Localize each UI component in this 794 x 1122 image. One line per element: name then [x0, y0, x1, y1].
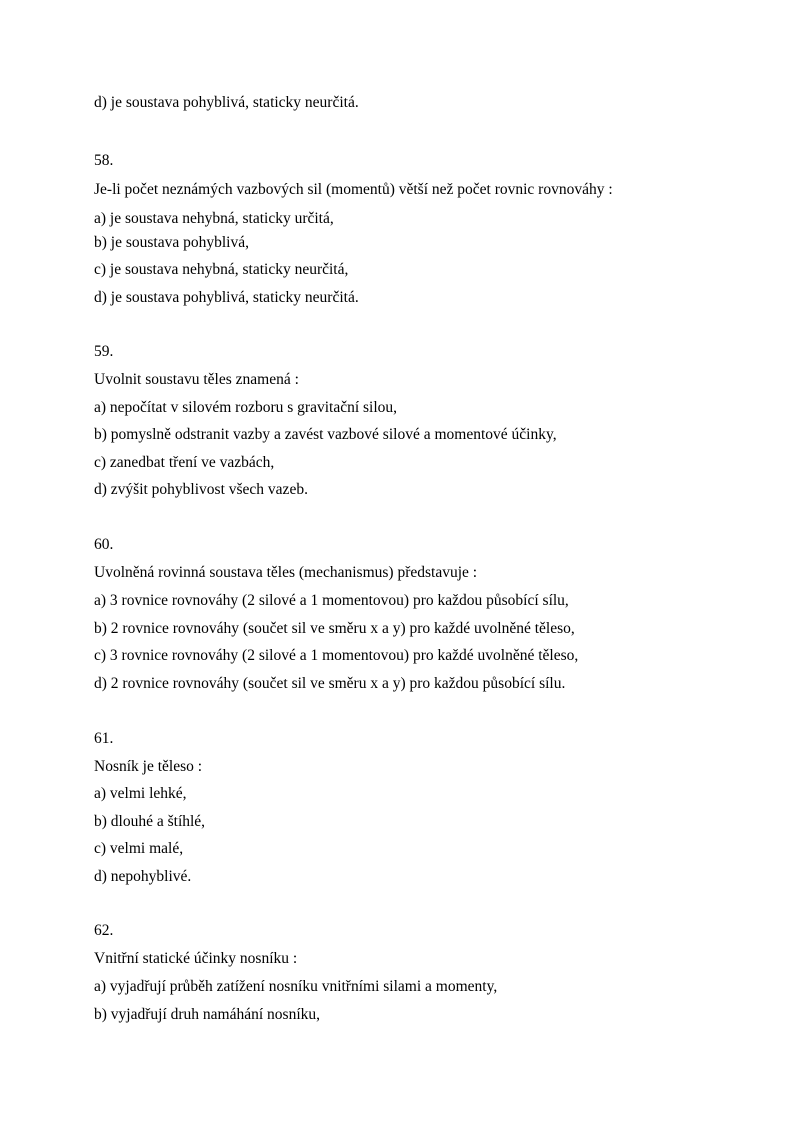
option-a: a) velmi lehké,	[94, 785, 187, 802]
option-b: b) dlouhé a štíhlé,	[94, 813, 206, 830]
option-b: b) 2 rovnice rovnováhy (součet sil ve směru x a y) pro každé uvolněné těleso,	[94, 620, 575, 637]
option-b: b) je soustava pohyblivá,	[94, 234, 249, 251]
option-d: d) je soustava pohyblivá, staticky neurčitá.	[94, 289, 359, 306]
option-d: d) 2 rovnice rovnováhy (součet sil ve směru x a y) pro každou působící sílu.	[94, 675, 566, 692]
option-c: c) 3 rovnice rovnováhy (2 silové a 1 momentovou) pro každé uvolněné těleso,	[94, 647, 579, 664]
option-c: c) velmi malé,	[94, 840, 184, 857]
question-number: 62.	[94, 922, 114, 939]
question-number: 61.	[94, 730, 114, 747]
question-text: Vnitřní statické účinky nosníku :	[94, 950, 298, 967]
question-number: 58.	[94, 152, 114, 169]
option-b: b) vyjadřují druh namáhání nosníku,	[94, 1006, 320, 1023]
option-b: b) pomyslně odstranit vazby a zavést vazbové silové a momentové účinky,	[94, 426, 557, 443]
option-a: a) nepočítat v silovém rozboru s gravitační silou,	[94, 399, 398, 416]
question-text: Je-li počet neznámých vazbových sil (momentů) větší než počet rovnic rovnováhy :	[94, 181, 613, 198]
question-text: Uvolněná rovinná soustava těles (mechanismus) představuje :	[94, 564, 478, 581]
question-number: 60.	[94, 536, 114, 553]
question-number: 59.	[94, 343, 114, 360]
option-a: a) 3 rovnice rovnováhy (2 silové a 1 momentovou) pro každou působící sílu,	[94, 592, 569, 609]
question-text: Uvolnit soustavu těles znamená :	[94, 371, 299, 388]
option-a: a) je soustava nehybná, staticky určitá,	[94, 210, 334, 227]
option-d: d) nepohyblivé.	[94, 868, 192, 885]
option-a: a) vyjadřují průběh zatížení nosníku vnitřními silami a momenty,	[94, 978, 498, 995]
question-text: Nosník je těleso :	[94, 758, 203, 775]
option-c: c) zanedbat tření ve vazbách,	[94, 454, 275, 471]
option-d: d) zvýšit pohyblivost všech vazeb.	[94, 481, 308, 498]
option-c: c) je soustava nehybná, staticky neurčitá,	[94, 261, 349, 278]
question-57-option-d: d) je soustava pohyblivá, staticky neurčitá.	[94, 94, 359, 111]
